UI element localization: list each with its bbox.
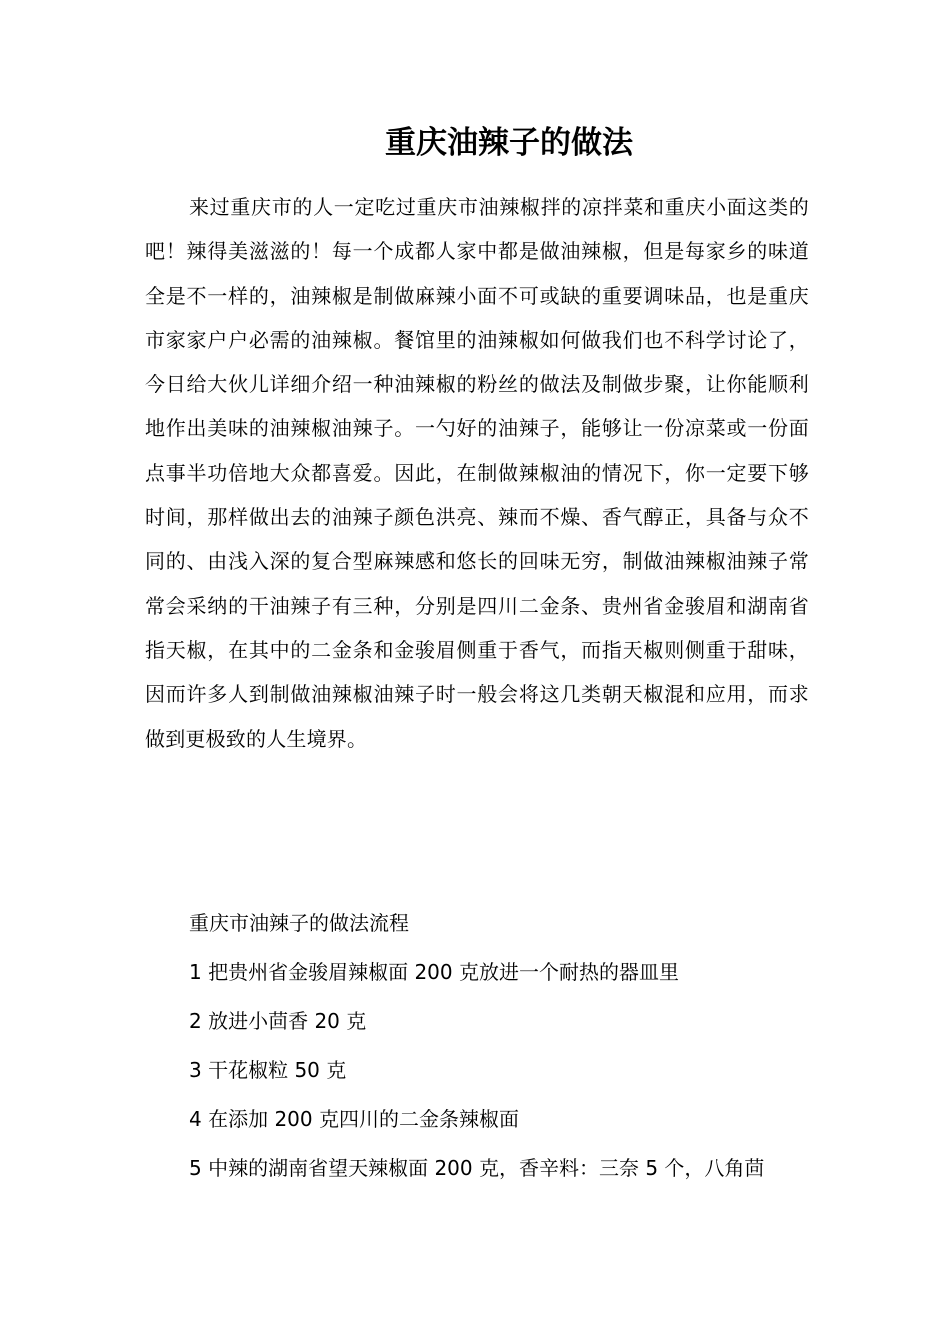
step-item-1: 1 把贵州省金骏眉辣椒面 200 克放进一个耐热的器皿里 xyxy=(189,960,679,984)
step-item-5: 5 中辣的湖南省望天辣椒面 200 克，香辛料：三奈 5 个，八角茴 xyxy=(189,1156,765,1180)
steps-heading: 重庆市油辣子的做法流程 xyxy=(189,911,409,935)
steps-section xyxy=(189,899,809,1193)
step-item-3: 3 干花椒粒 50 克 xyxy=(189,1058,347,1082)
step-item-4: 4 在添加 200 克四川的二金条辣椒面 xyxy=(189,1107,519,1131)
document-title: 重庆油辣子的做法 xyxy=(385,125,633,161)
step-item-2: 2 放进小茴香 20 克 xyxy=(189,1009,367,1033)
intro-paragraph: 来过重庆市的人一定吃过重庆市油辣椒拌的凉拌菜和重庆小面这类的吧！辣得美滋滋的！每一个成都人家中都是做油辣椒，但是每家乡的味道全是不一样的，油辣椒是制做麻辣小面不可或缺的重要调味品，也是重庆市家家户户必需的油辣椒。餐馆里的油辣椒如何做我们也不科学讨论了，今日给大伙儿详细介绍一种油辣椒的粉丝的做法及制做步聚，让你能顺利地作出美味的油辣椒油辣子。一勺好的油辣子，能够让一份凉菜或一份面点事半功倍地大众都喜爱。因此，在制做辣椒油的情况下，你一定要下够时间，那样做出去的油辣子颜色洪亮、辣而不燥、香气醇正，具备与众不同的、由浅入深的复合型麻辣感和悠长的回味无穷，制做油辣椒油辣子常常会采纳的干油辣子有三种，分别是四川二金条、贵州省金骏眉和湖南省指天椒，在其中的二金条和金骏眉侧重于香气，而指天椒则侧重于甜味，因而许多人到制做油辣椒油辣子时一般会将这几类朝天椒混和应用，而求做到更极致的人生境界。 xyxy=(145,195,809,751)
